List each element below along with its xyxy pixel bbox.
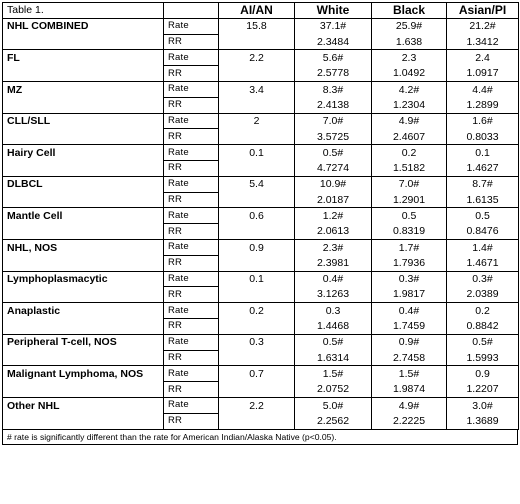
- value-cell: 1.2304: [372, 97, 447, 113]
- value-cell: 1.5993: [447, 350, 519, 366]
- subtype-spacer: [3, 192, 164, 208]
- value-cell: 0.3#: [447, 271, 519, 287]
- value-cell: 1.2899: [447, 97, 519, 113]
- value-cell: 1.9817: [372, 287, 447, 303]
- subtype-label: Hairy Cell: [3, 145, 164, 161]
- metric-label-rate: Rate: [164, 366, 219, 382]
- table-row-rr: [3, 382, 519, 398]
- value-cell: 0.5: [447, 208, 519, 224]
- table-row-rr: [3, 224, 519, 240]
- table-row-rate: [3, 50, 519, 66]
- value-cell: 3.4: [219, 81, 295, 97]
- value-cell: 2.0613: [295, 224, 372, 240]
- value-cell: 0.1: [447, 145, 519, 161]
- table-row-rate: [3, 113, 519, 129]
- value-cell: 1.4#: [447, 239, 519, 255]
- value-cell: 0.3: [219, 334, 295, 350]
- subtype-spacer: [3, 350, 164, 366]
- value-cell: 1.0492: [372, 66, 447, 82]
- value-cell: 2.4607: [372, 129, 447, 145]
- value-cell: 0.5#: [447, 334, 519, 350]
- value-cell: 0.2: [447, 303, 519, 319]
- value-cell: [219, 192, 295, 208]
- value-cell: 1.4468: [295, 318, 372, 334]
- metric-label-rate: Rate: [164, 208, 219, 224]
- value-cell: 0.2: [219, 303, 295, 319]
- table-row-rate: [3, 176, 519, 192]
- value-cell: 0.9: [447, 366, 519, 382]
- incidence-table: [2, 2, 519, 430]
- value-cell: [219, 287, 295, 303]
- metric-label-rr: RR: [164, 192, 219, 208]
- value-cell: [219, 350, 295, 366]
- value-cell: [219, 66, 295, 82]
- value-cell: [219, 160, 295, 176]
- value-cell: 1.7936: [372, 255, 447, 271]
- value-cell: 1.6#: [447, 113, 519, 129]
- value-cell: 1.6314: [295, 350, 372, 366]
- subtype-label: Other NHL: [3, 397, 164, 413]
- value-cell: 0.2: [372, 145, 447, 161]
- metric-label-rate: Rate: [164, 145, 219, 161]
- value-cell: 1.2901: [372, 192, 447, 208]
- value-cell: [219, 255, 295, 271]
- metric-label-rr: RR: [164, 97, 219, 113]
- metric-label-rate: Rate: [164, 303, 219, 319]
- value-cell: 1.3412: [447, 34, 519, 50]
- value-cell: [219, 34, 295, 50]
- value-cell: 5.6#: [295, 50, 372, 66]
- table-row-rr: [3, 160, 519, 176]
- value-cell: 8.7#: [447, 176, 519, 192]
- value-cell: 0.8476: [447, 224, 519, 240]
- subtype-label: NHL COMBINED: [3, 18, 164, 34]
- value-cell: 1.9874: [372, 382, 447, 398]
- value-cell: 4.2#: [372, 81, 447, 97]
- value-cell: 4.7274: [295, 160, 372, 176]
- table-footnote: # rate is significantly different than the rate for American Indian/Alaska Native (p<0.05).: [2, 430, 518, 445]
- value-cell: 2.3484: [295, 34, 372, 50]
- metric-label-rate: Rate: [164, 239, 219, 255]
- value-cell: 4.9#: [372, 397, 447, 413]
- column-header-asian-pi: Asian/PI: [447, 3, 519, 19]
- subtype-spacer: [3, 413, 164, 429]
- subtype-spacer: [3, 129, 164, 145]
- metric-label-rr: RR: [164, 129, 219, 145]
- value-cell: 2.0187: [295, 192, 372, 208]
- table-row-rr: [3, 413, 519, 429]
- value-cell: [219, 318, 295, 334]
- value-cell: 1.3689: [447, 413, 519, 429]
- metric-label-rate: Rate: [164, 176, 219, 192]
- metric-label-rr: RR: [164, 255, 219, 271]
- value-cell: 5.4: [219, 176, 295, 192]
- table-row-rr: [3, 34, 519, 50]
- value-cell: 2.3#: [295, 239, 372, 255]
- table-row-rr: [3, 192, 519, 208]
- value-cell: [219, 224, 295, 240]
- value-cell: 1.6135: [447, 192, 519, 208]
- value-cell: 2.0389: [447, 287, 519, 303]
- table-row-rr: [3, 318, 519, 334]
- table-row-rr: [3, 255, 519, 271]
- value-cell: [219, 129, 295, 145]
- subtype-spacer: [3, 34, 164, 50]
- value-cell: 8.3#: [295, 81, 372, 97]
- metric-label-rr: RR: [164, 382, 219, 398]
- table-row-rr: [3, 287, 519, 303]
- metric-label-rate: Rate: [164, 113, 219, 129]
- metric-label-rr: RR: [164, 318, 219, 334]
- value-cell: 0.6: [219, 208, 295, 224]
- value-cell: 1.4627: [447, 160, 519, 176]
- value-cell: 0.8319: [372, 224, 447, 240]
- header-row: [3, 3, 519, 19]
- value-cell: 2.7458: [372, 350, 447, 366]
- value-cell: [219, 382, 295, 398]
- value-cell: 0.5#: [295, 145, 372, 161]
- value-cell: 2.5778: [295, 66, 372, 82]
- value-cell: 0.1: [219, 271, 295, 287]
- table-row-rate: [3, 397, 519, 413]
- subtype-label: Malignant Lymphoma, NOS: [3, 366, 164, 382]
- table-row-rate: [3, 271, 519, 287]
- table-row-rate: [3, 303, 519, 319]
- value-cell: 3.1263: [295, 287, 372, 303]
- value-cell: 37.1#: [295, 18, 372, 34]
- value-cell: 0.4#: [372, 303, 447, 319]
- value-cell: 2.3: [372, 50, 447, 66]
- value-cell: 1.5182: [372, 160, 447, 176]
- metric-header-cell: [164, 3, 219, 19]
- value-cell: 10.9#: [295, 176, 372, 192]
- metric-label-rate: Rate: [164, 397, 219, 413]
- value-cell: 2.2: [219, 50, 295, 66]
- incidence-table-container: [2, 2, 518, 445]
- metric-label-rr: RR: [164, 66, 219, 82]
- subtype-label: NHL, NOS: [3, 239, 164, 255]
- value-cell: 2.2: [219, 397, 295, 413]
- metric-label-rr: RR: [164, 413, 219, 429]
- column-header-white: White: [295, 3, 372, 19]
- value-cell: 1.2#: [295, 208, 372, 224]
- metric-label-rate: Rate: [164, 50, 219, 66]
- value-cell: [219, 97, 295, 113]
- table-row-rate: [3, 239, 519, 255]
- value-cell: 2.0752: [295, 382, 372, 398]
- value-cell: 0.1: [219, 145, 295, 161]
- subtype-label: CLL/SLL: [3, 113, 164, 129]
- metric-label-rr: RR: [164, 224, 219, 240]
- column-header-black: Black: [372, 3, 447, 19]
- subtype-spacer: [3, 66, 164, 82]
- table-row-rate: [3, 81, 519, 97]
- value-cell: 7.0#: [372, 176, 447, 192]
- subtype-spacer: [3, 97, 164, 113]
- value-cell: [219, 413, 295, 429]
- metric-label-rr: RR: [164, 34, 219, 50]
- table-row-rate: [3, 208, 519, 224]
- value-cell: 0.5: [372, 208, 447, 224]
- value-cell: 1.4671: [447, 255, 519, 271]
- table-body: [3, 3, 519, 430]
- metric-label-rate: Rate: [164, 18, 219, 34]
- subtype-spacer: [3, 318, 164, 334]
- value-cell: 1.2207: [447, 382, 519, 398]
- subtype-spacer: [3, 160, 164, 176]
- table-row-rate: [3, 18, 519, 34]
- column-header-ai-an: AI/AN: [219, 3, 295, 19]
- metric-label-rr: RR: [164, 350, 219, 366]
- value-cell: 0.8842: [447, 318, 519, 334]
- value-cell: 0.9: [219, 239, 295, 255]
- value-cell: 4.4#: [447, 81, 519, 97]
- subtype-label: Anaplastic: [3, 303, 164, 319]
- subtype-label: Lymphoplasmacytic: [3, 271, 164, 287]
- value-cell: 1.5#: [372, 366, 447, 382]
- subtype-spacer: [3, 382, 164, 398]
- value-cell: 0.3#: [372, 271, 447, 287]
- subtype-label: MZ: [3, 81, 164, 97]
- metric-label-rate: Rate: [164, 271, 219, 287]
- subtype-spacer: [3, 287, 164, 303]
- metric-label-rr: RR: [164, 287, 219, 303]
- metric-label-rr: RR: [164, 160, 219, 176]
- table-row-rr: [3, 66, 519, 82]
- value-cell: 25.9#: [372, 18, 447, 34]
- subtype-spacer: [3, 224, 164, 240]
- value-cell: 3.0#: [447, 397, 519, 413]
- table-row-rate: [3, 366, 519, 382]
- value-cell: 2: [219, 113, 295, 129]
- value-cell: 0.9#: [372, 334, 447, 350]
- table-row-rr: [3, 129, 519, 145]
- table-title: Table 1.: [3, 3, 164, 19]
- value-cell: 1.7#: [372, 239, 447, 255]
- value-cell: 2.3981: [295, 255, 372, 271]
- value-cell: 1.0917: [447, 66, 519, 82]
- value-cell: 1.7459: [372, 318, 447, 334]
- value-cell: 1.5#: [295, 366, 372, 382]
- subtype-label: Mantle Cell: [3, 208, 164, 224]
- table-row-rate: [3, 334, 519, 350]
- value-cell: 5.0#: [295, 397, 372, 413]
- value-cell: 0.5#: [295, 334, 372, 350]
- value-cell: 15.8: [219, 18, 295, 34]
- value-cell: 1.638: [372, 34, 447, 50]
- value-cell: 0.7: [219, 366, 295, 382]
- metric-label-rate: Rate: [164, 334, 219, 350]
- value-cell: 7.0#: [295, 113, 372, 129]
- table-row-rr: [3, 97, 519, 113]
- value-cell: 2.4: [447, 50, 519, 66]
- value-cell: 0.3: [295, 303, 372, 319]
- value-cell: 3.5725: [295, 129, 372, 145]
- value-cell: 21.2#: [447, 18, 519, 34]
- subtype-label: DLBCL: [3, 176, 164, 192]
- value-cell: 4.9#: [372, 113, 447, 129]
- value-cell: 2.2562: [295, 413, 372, 429]
- table-row-rr: [3, 350, 519, 366]
- subtype-spacer: [3, 255, 164, 271]
- value-cell: 2.4138: [295, 97, 372, 113]
- table-row-rate: [3, 145, 519, 161]
- value-cell: 2.2225: [372, 413, 447, 429]
- value-cell: 0.8033: [447, 129, 519, 145]
- value-cell: 0.4#: [295, 271, 372, 287]
- subtype-label: Peripheral T-cell, NOS: [3, 334, 164, 350]
- metric-label-rate: Rate: [164, 81, 219, 97]
- subtype-label: FL: [3, 50, 164, 66]
